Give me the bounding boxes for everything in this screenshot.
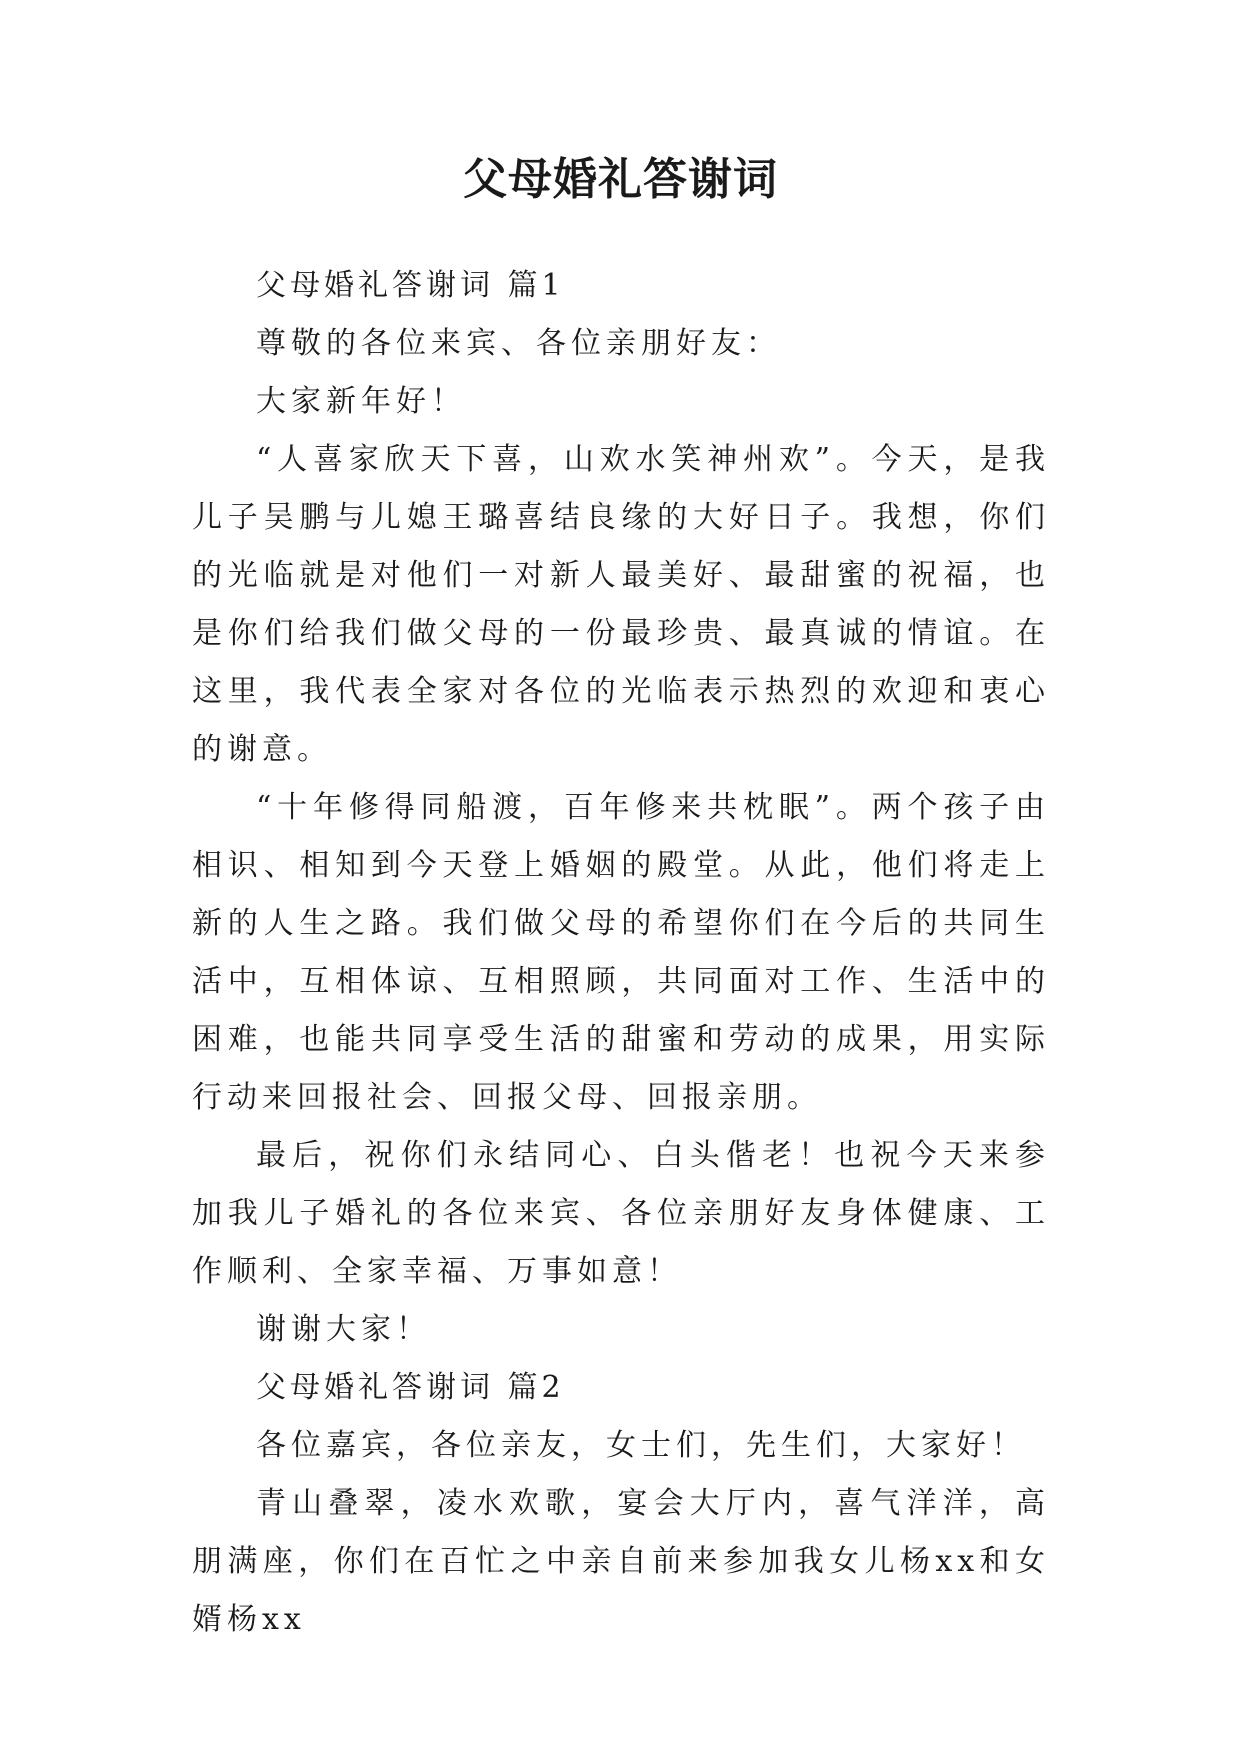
document-body <box>192 257 1050 1649</box>
paragraph-closing: 最后，祝你们永结同心、白头偕老！也祝今天来参加我儿子婚礼的各位来宾、各位亲朋好友身体健康、工作顺利、全家幸福、万事如意！ <box>192 1138 1050 1289</box>
paragraph-opening-2: 青山叠翠，凌水欢歌，宴会大厅内，喜气洋洋，高朋满座，你们在百忙之中亲自前来参加我女儿杨xx和女婿杨xx <box>192 1486 1050 1637</box>
salutation-2: 各位嘉宾，各位亲友，女士们，先生们，大家好！ <box>256 1428 1026 1463</box>
paragraph-wishes: “十年修得同船渡，百年修来共枕眠”。两个孩子由相识、相知到今天登上婚姻的殿堂。从此，他们将走上新的人生之路。我们做父母的希望你们在今后的共同生活中，互相体谅、互相照顾，共同面对工作、生活中的困难，也能共同享受生活的甜蜜和劳动的成果，用实际行动来回报社会、回报父母、回报亲朋。 <box>192 790 1050 1115</box>
salutation: 尊敬的各位来宾、各位亲朋好友： <box>256 326 781 361</box>
paragraph-welcome: “人喜家欣天下喜，山欢水笑神州欢”。今天，是我儿子吴鹏与儿媳王璐喜结良缘的大好日子。我想，你们的光临就是对他们一对新人最美好、最甜蜜的祝福，也是你们给我们做父母的一份最珍贵、最真诚的情谊。在这里，我代表全家对各位的光临表示热烈的欢迎和衷心的谢意。 <box>192 442 1050 767</box>
greeting: 大家新年好！ <box>256 384 466 419</box>
document-title: 父母婚礼答谢词 <box>463 154 778 205</box>
section-heading-2: 父母婚礼答谢词 篇2 <box>256 1370 565 1405</box>
thanks-line: 谢谢大家！ <box>256 1312 431 1347</box>
section-heading-1: 父母婚礼答谢词 篇1 <box>256 268 565 303</box>
